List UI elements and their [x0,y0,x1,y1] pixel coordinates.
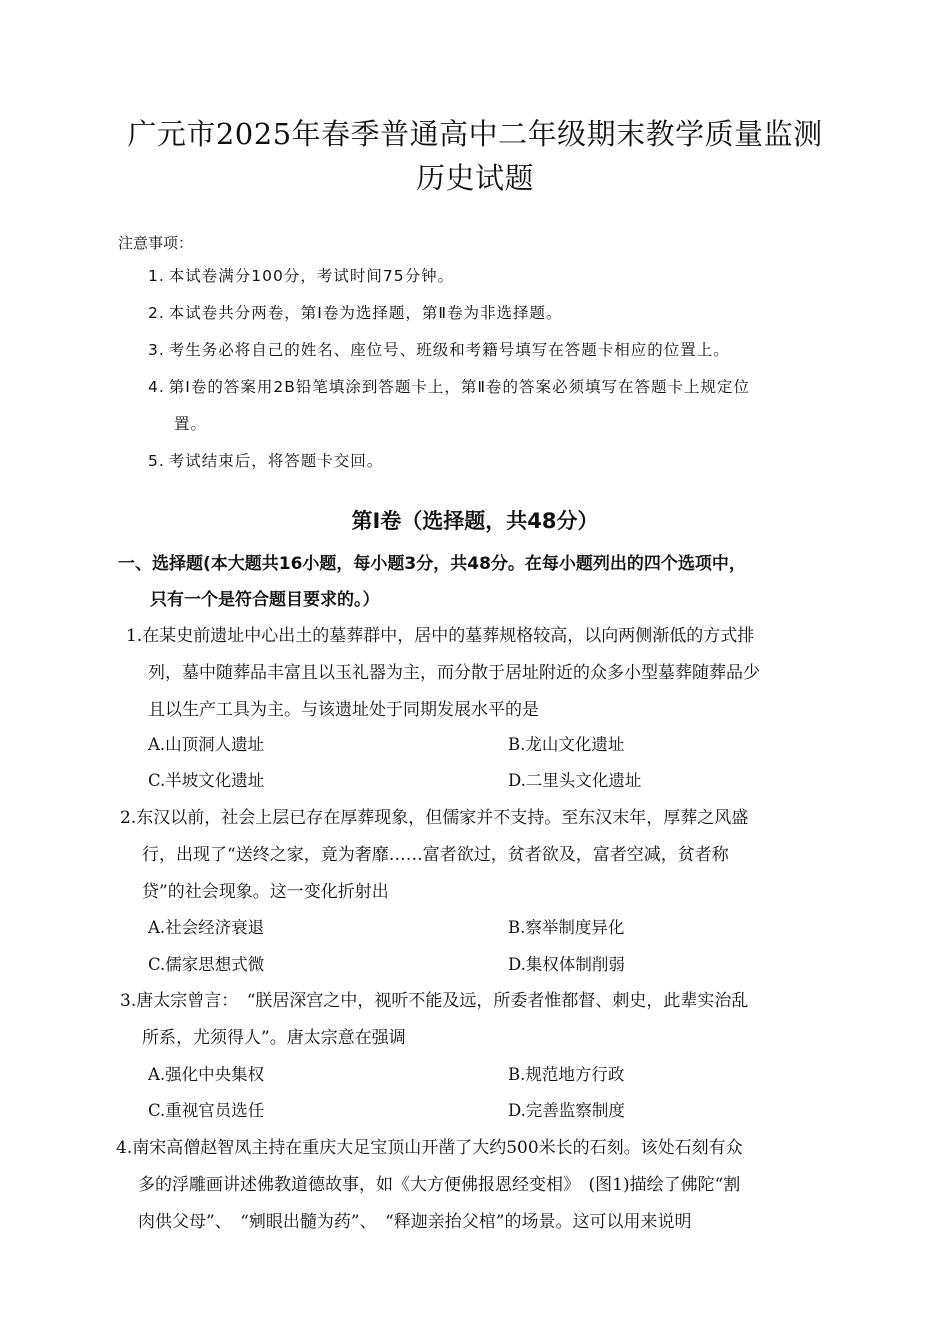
option-c[interactable]: C.半坡文化遗址 [148,771,265,790]
question-stem: 2.东汉以前，社会上层已存在厚葬现象，但儒家并不支持。至东汉末年，厚葬之风盛 [120,808,749,828]
question-stem: 肉供父母”、 “剜眼出髓为药”、 “释迦亲抬父棺”的场景。这可以用来说明 [138,1212,692,1232]
note-text: 第Ⅰ卷的答案用2B铅笔填涂到答题卡上，第Ⅱ卷的答案必须填写在答题卡上规定位 [168,378,750,396]
note-item [148,258,848,294]
question-4 [116,1130,836,1241]
note-item [148,369,848,405]
note-item [148,295,848,331]
note-text: 本试卷共分两卷，第Ⅰ卷为选择题，第Ⅱ卷为非选择题。 [168,304,563,322]
option-a[interactable]: A.山顶洞人遗址 [148,735,265,754]
question-3 [120,983,840,1057]
note-item [148,332,848,368]
note-number: 5. [148,452,165,470]
exam-subject: 历史试题 [415,161,534,195]
notes-heading: 注意事项： [118,234,194,252]
note-number: 1. [148,267,165,285]
question-stem: 所系，尤须得人”。唐太宗意在强调 [142,1028,406,1048]
part-heading-line: 只有一个是符合题目要求的。） [150,590,380,610]
question-stem: 且以生产工具为主。与该遗址处于同期发展水平的是 [148,700,539,720]
note-item [148,443,848,479]
note-text: 考生务必将自己的姓名、座位号、班级和考籍号填写在答题卡相应的位置上。 [168,341,730,359]
option-c[interactable]: C.儒家思想式微 [148,955,265,974]
part-heading [118,546,838,618]
question-1 [126,618,846,729]
question-stem: 行，出现了“送终之家，竟为奢靡……富者欲过，贫者欲及，富者空减，贫者称 [142,845,729,865]
option-b[interactable]: B.龙山文化遗址 [508,735,625,754]
note-text: 考试结束后，将答题卡交回。 [168,452,384,470]
question-stem: 贷”的社会现象。这一变化折射出 [142,882,389,902]
note-number: 2. [148,304,165,322]
question-stem: 4.南宋高僧赵智凤主持在重庆大足宝顶山开凿了大约500米长的石刻。该处石刻有众 [116,1138,743,1158]
option-d[interactable]: D.完善监察制度 [508,1101,625,1120]
note-number: 4. [148,378,165,396]
question-stem: 3.唐太宗曾言： “朕居深宫之中，视听不能及远，所委者惟都督、刺史，此辈实治乱 [120,991,749,1011]
option-a[interactable]: A.社会经济衰退 [148,918,265,937]
part-heading-line: 一、选择题(本大题共16小题，每小题3分，共48分。在每小题列出的四个选项中， [118,554,746,574]
note-number: 3. [148,341,165,359]
option-b[interactable]: B.规范地方行政 [508,1065,625,1084]
option-b[interactable]: B.察举制度异化 [508,918,625,937]
note-text: 本试卷满分100分，考试时间75分钟。 [168,267,455,285]
question-stem: 列，墓中随葬品丰富且以玉礼器为主，而分散于居址附近的众多小型墓葬随葬品少 [148,663,760,683]
option-c[interactable]: C.重视官员选任 [148,1101,265,1120]
section-title: 第Ⅰ卷（选择题，共48分） [351,509,599,533]
question-2 [120,800,840,911]
note-continuation: 置。 [174,415,208,433]
question-stem: 1.在某史前遗址中心出土的墓葬群中，居中的墓葬规格较高，以向两侧渐低的方式排 [126,626,755,646]
exam-title: 广元市2025年春季普通高中二年级期末教学质量监测 [127,117,823,151]
option-a[interactable]: A.强化中央集权 [148,1065,265,1084]
question-stem: 多的浮雕画讲述佛教道德故事，如《大方便佛报恩经变相》 (图1)描绘了佛陀“割 [138,1175,741,1195]
option-d[interactable]: D.二里头文化遗址 [508,771,642,790]
option-d[interactable]: D.集权体制削弱 [508,955,625,974]
